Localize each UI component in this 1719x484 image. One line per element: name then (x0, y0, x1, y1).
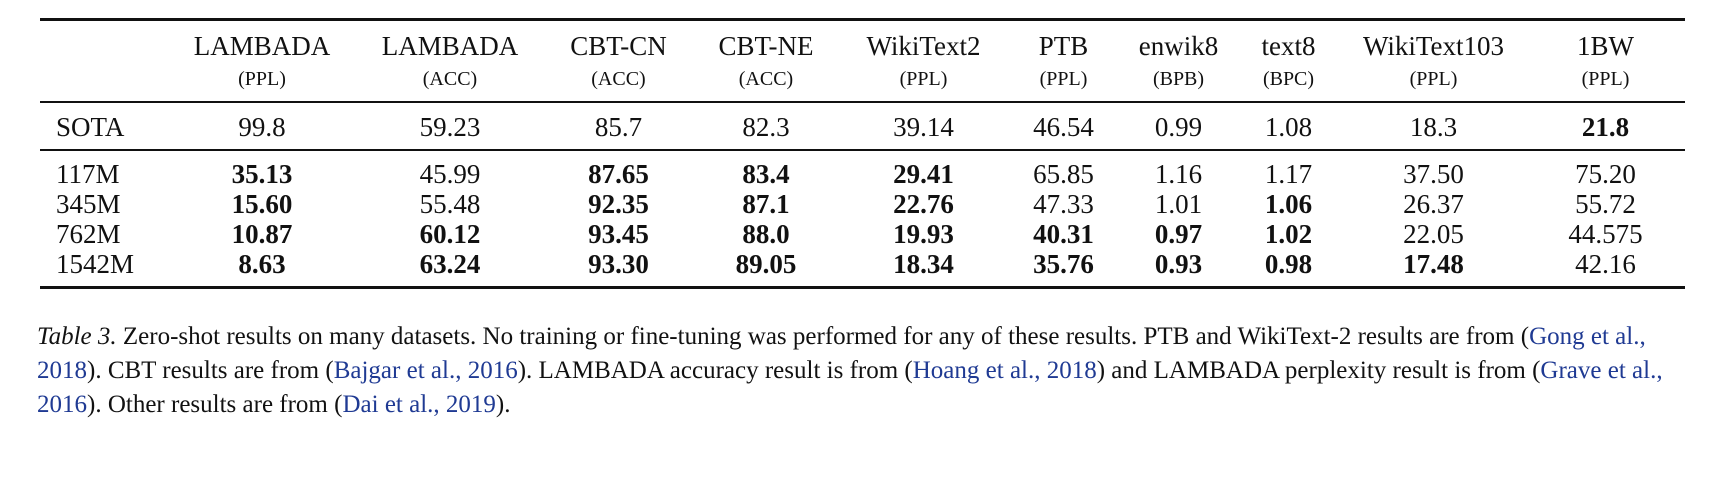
row-label: 345M (56, 189, 121, 219)
column-header (170, 20, 354, 103)
caption-text: ). CBT results are from ( (87, 357, 334, 384)
table-cell: 1.16 (1154, 159, 1203, 189)
column-header (691, 20, 841, 103)
table-cell: 87.1 (742, 189, 790, 219)
table-cell: 83.4 (742, 159, 790, 189)
table-cell: 1.08 (1236, 102, 1341, 150)
table-cell: 35.76 (1006, 249, 1121, 288)
column-header (1006, 20, 1121, 103)
table-cell: 82.3 (691, 102, 841, 150)
table-cell: 42.16 (1526, 249, 1685, 288)
caption-label: Table 3. (37, 323, 117, 350)
column-header (1236, 20, 1341, 103)
table-body (40, 102, 1685, 288)
table-cell: 63.24 (354, 249, 546, 288)
table-cell: 17.48 (1341, 249, 1526, 288)
column-unit: (PPL) (1581, 68, 1630, 90)
table-cell: 45.99 (419, 159, 481, 189)
table-cell: 0.93 (1121, 249, 1236, 288)
column-name: WikiText2 (866, 31, 981, 61)
table-cell: 55.72 (1575, 189, 1636, 219)
column-name: text8 (1261, 31, 1316, 61)
citation-link[interactable]: Gong et al., 2018 (37, 323, 1646, 384)
column-header (354, 20, 546, 103)
citation-link[interactable]: Bajgar et al., 2016 (333, 357, 518, 384)
table-cell: 87.65 (588, 159, 649, 189)
table-cell: 37.50 (1403, 159, 1464, 189)
table-cell: 93.30 (546, 249, 691, 288)
table-cell: 44.575 (1568, 219, 1643, 249)
table-cell: 40.31 (1033, 219, 1094, 249)
table-cell: 88.0 (742, 219, 790, 249)
header-empty-cell (40, 20, 170, 103)
citation-link[interactable]: Grave et al., 2016 (37, 357, 1663, 418)
column-name: PTB (1038, 31, 1089, 61)
row-label: 1542M (40, 249, 170, 288)
row-label: SOTA (40, 102, 170, 150)
column-unit: (ACC) (591, 68, 646, 90)
table-cell: 99.8 (170, 102, 354, 150)
table-cell: 75.20 (1575, 159, 1636, 189)
caption-text: Zero-shot results on many datasets. No training or fine-tuning was performed for any of these results. PTB and WikiText-2 results are from ( (116, 323, 1530, 350)
table-cell: 26.37 (1403, 189, 1464, 219)
column-unit: (ACC) (422, 68, 478, 90)
table-caption (37, 320, 1687, 422)
table-cell: 55.48 (419, 189, 481, 219)
column-name: CBT-NE (718, 31, 814, 61)
table-row (40, 219, 1685, 249)
column-name: LAMBADA (193, 31, 331, 61)
table-cell: 10.87 (231, 219, 293, 249)
table-cell: 1.06 (1264, 189, 1313, 219)
table-row (40, 189, 1685, 219)
column-unit: (BPB) (1152, 68, 1205, 90)
table-row (40, 150, 1685, 189)
results-table-container (40, 18, 1685, 289)
column-header (546, 20, 691, 103)
column-unit: (ACC) (738, 68, 794, 90)
column-header (1526, 20, 1685, 103)
table-cell: 21.8 (1526, 102, 1685, 150)
column-unit: (PPL) (238, 68, 286, 90)
table-cell: 1.02 (1264, 219, 1313, 249)
column-header (1121, 20, 1236, 103)
table-cell: 39.14 (841, 102, 1006, 150)
column-name: WikiText103 (1363, 31, 1504, 61)
table-cell: 89.05 (691, 249, 841, 288)
table-header-row (40, 20, 1685, 103)
table-cell: 15.60 (231, 189, 293, 219)
table-cell: 1.01 (1154, 189, 1203, 219)
column-unit: (PPL) (1039, 68, 1088, 90)
column-name: LAMBADA (381, 31, 519, 61)
citation-link[interactable]: Hoang et al., 2018 (912, 357, 1097, 384)
table-row (40, 102, 1685, 150)
results-table (40, 18, 1685, 289)
table-cell: 46.54 (1006, 102, 1121, 150)
table-cell: 85.7 (546, 102, 691, 150)
table-cell: 47.33 (1033, 189, 1094, 219)
table-cell: 0.99 (1121, 102, 1236, 150)
table-row (40, 249, 1685, 288)
column-name: 1BW (1577, 31, 1634, 61)
table-cell: 1.17 (1264, 159, 1313, 189)
caption-text: ) and LAMBADA perplexity result is from ( (1096, 357, 1541, 384)
table-cell: 22.76 (893, 189, 954, 219)
table-cell: 0.97 (1154, 219, 1203, 249)
column-unit: (PPL) (1409, 68, 1458, 90)
table-cell: 65.85 (1033, 159, 1094, 189)
table-cell: 92.35 (588, 189, 649, 219)
citation-link[interactable]: Dai et al., 2019 (342, 391, 496, 418)
column-header (1341, 20, 1526, 103)
column-name: enwik8 (1138, 31, 1219, 61)
table-cell: 22.05 (1403, 219, 1464, 249)
table-cell: 19.93 (893, 219, 954, 249)
row-label: 762M (56, 219, 121, 249)
column-unit: (BPC) (1262, 68, 1315, 90)
caption-text: ). (495, 391, 511, 418)
caption-text: ). Other results are from ( (87, 391, 343, 418)
table-cell: 18.3 (1341, 102, 1526, 150)
column-name: CBT-CN (570, 31, 667, 61)
caption-text: ). LAMBADA accuracy result is from ( (517, 357, 913, 384)
table-cell: 18.34 (841, 249, 1006, 288)
table-cell: 60.12 (419, 219, 481, 249)
row-label: 117M (56, 159, 120, 189)
table-cell: 93.45 (588, 219, 649, 249)
column-header (841, 20, 1006, 103)
table-cell: 35.13 (231, 159, 293, 189)
column-unit: (PPL) (899, 68, 948, 90)
table-cell: 29.41 (893, 159, 954, 189)
table-cell: 8.63 (170, 249, 354, 288)
table-cell: 0.98 (1236, 249, 1341, 288)
table-cell: 59.23 (354, 102, 546, 150)
